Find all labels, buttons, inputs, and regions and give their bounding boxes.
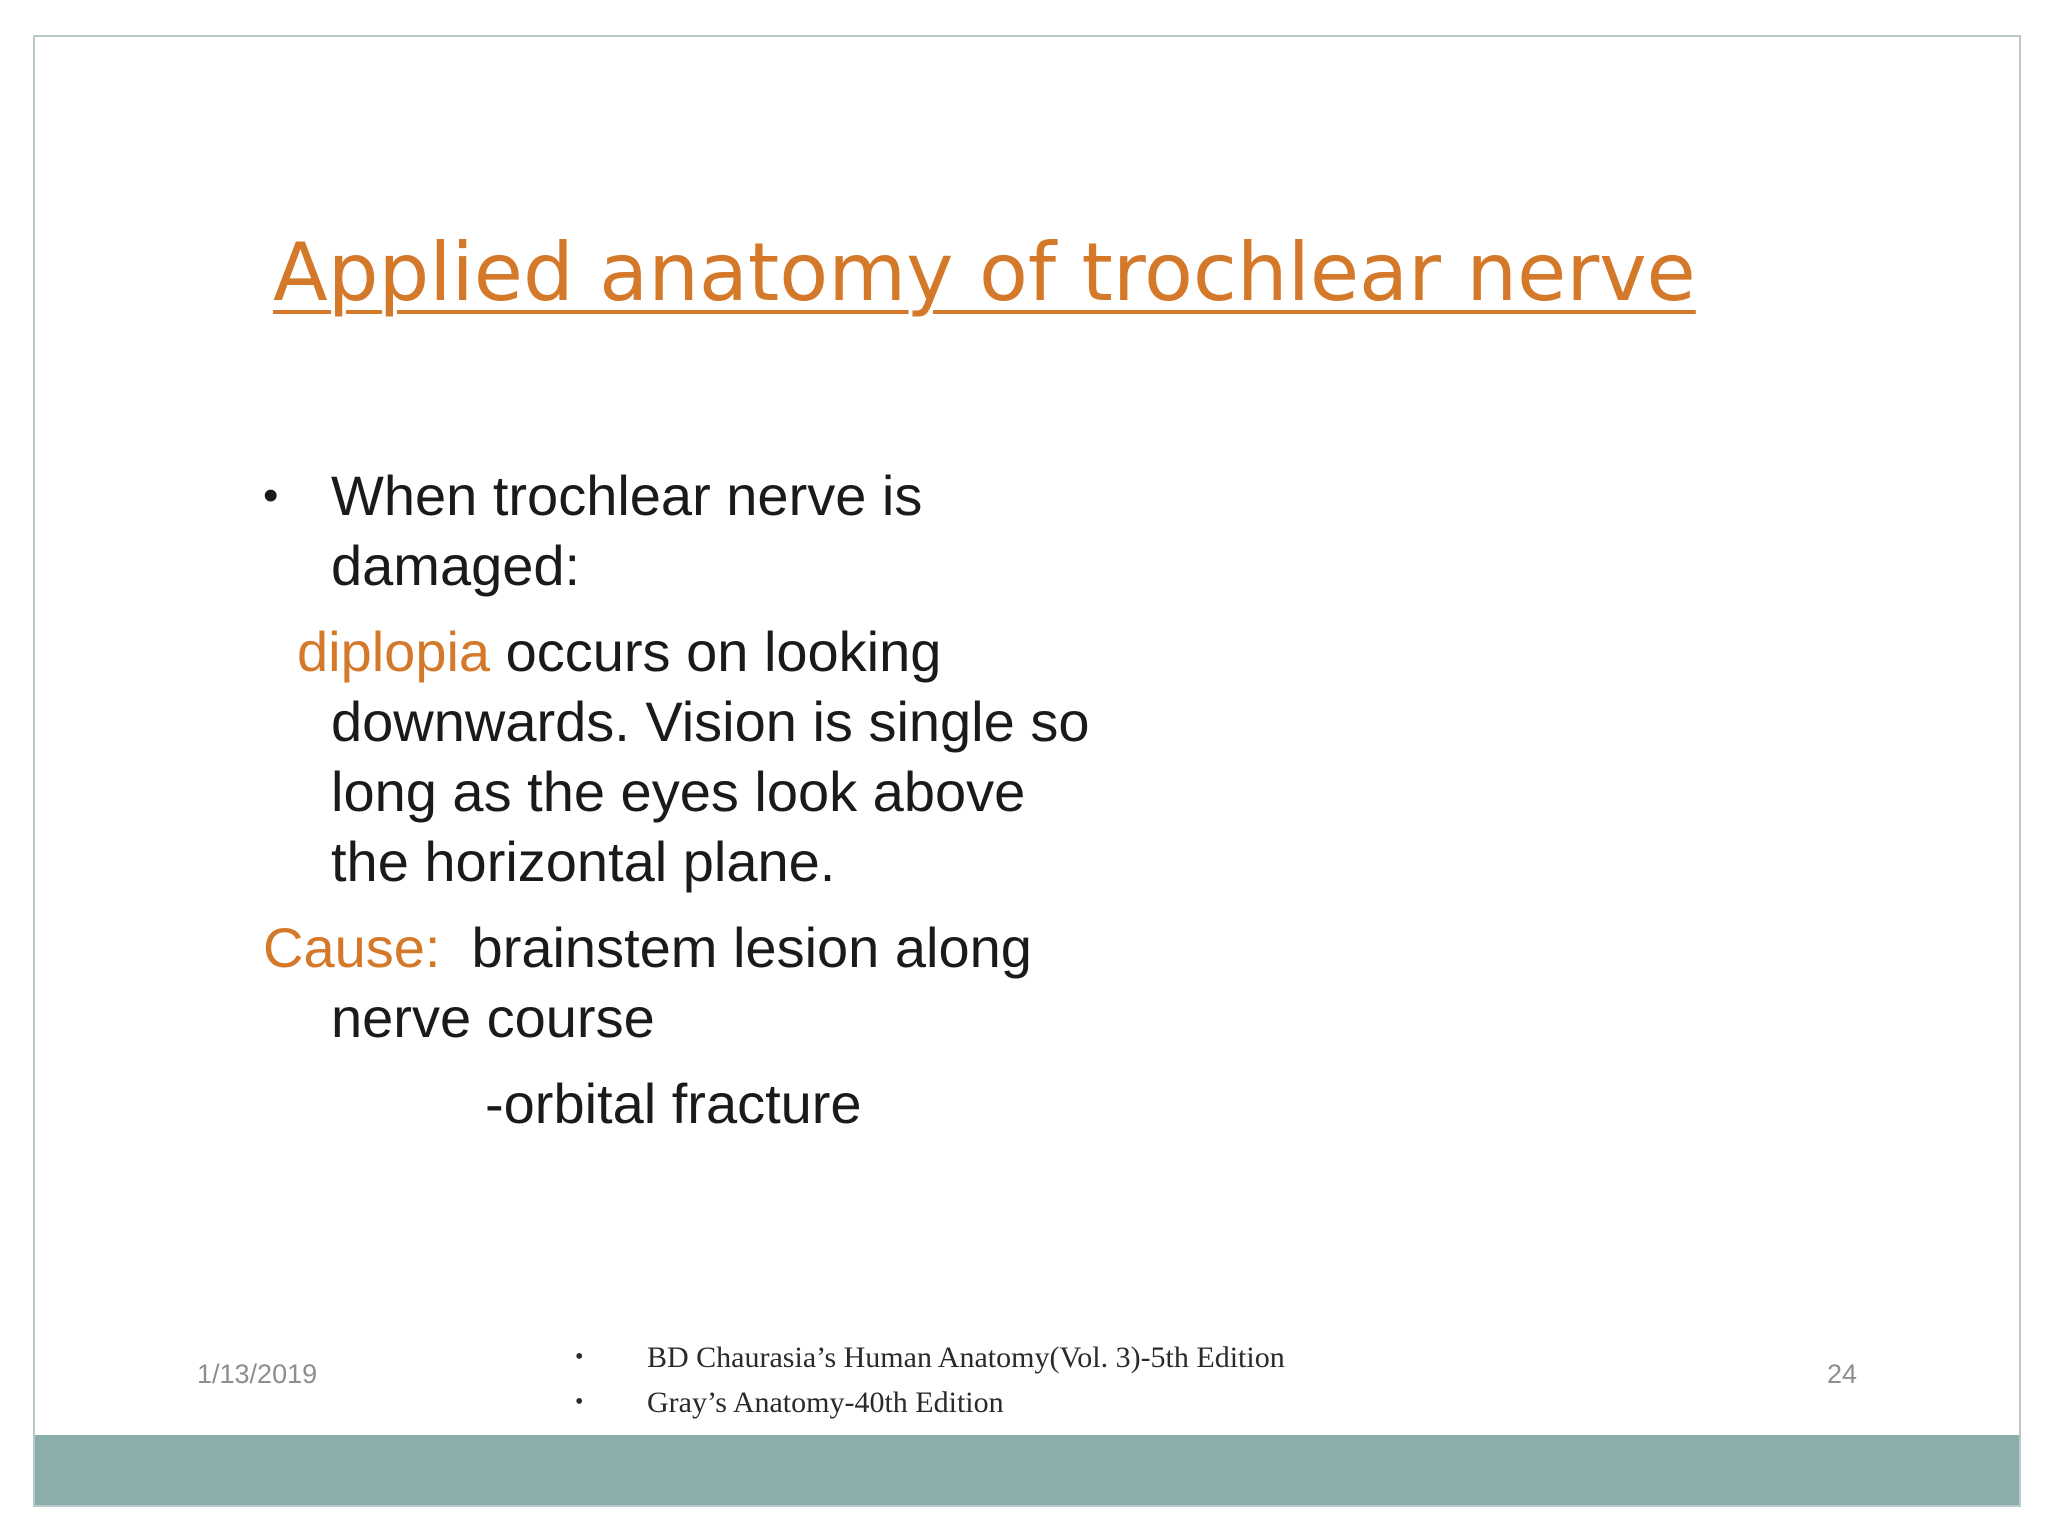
body-line-nerve-course: nerve course (331, 986, 655, 1049)
slide (33, 35, 2021, 1507)
page-number: 24 (1827, 1359, 1858, 1389)
body-line-horizontal: the horizontal plane. (331, 830, 836, 893)
body-line-long: long as the eyes look above (331, 760, 1026, 823)
body-line-orbital-fracture: -orbital fracture (485, 1072, 862, 1135)
diplopia-rest: occurs on looking (490, 620, 942, 683)
reference-bullet: • (575, 1389, 584, 1415)
reference-text: Gray’s Anatomy-40th Edition (647, 1386, 1004, 1419)
slide-title: Applied anatomy of trochlear nerve (273, 226, 1696, 319)
body-line-2: damaged: (331, 534, 581, 597)
body-line-downwards: downwards. Vision is single so (331, 690, 1090, 753)
cause-label: Cause: (263, 916, 441, 979)
reference-bullet: • (575, 1344, 584, 1370)
reference-text: BD Chaurasia’s Human Anatomy(Vol. 3)-5th Edition (647, 1341, 1285, 1374)
bullet-dot: • (263, 471, 279, 520)
footer-date: 1/13/2019 (197, 1359, 318, 1389)
diplopia-term: diplopia (297, 620, 491, 683)
body-line-cause (263, 913, 1032, 983)
body-line-1: When trochlear nerve is (331, 464, 923, 527)
footer-bar (35, 1435, 2019, 1505)
cause-rest: brainstem lesion along (440, 916, 1032, 979)
body-line-diplopia (297, 617, 941, 687)
